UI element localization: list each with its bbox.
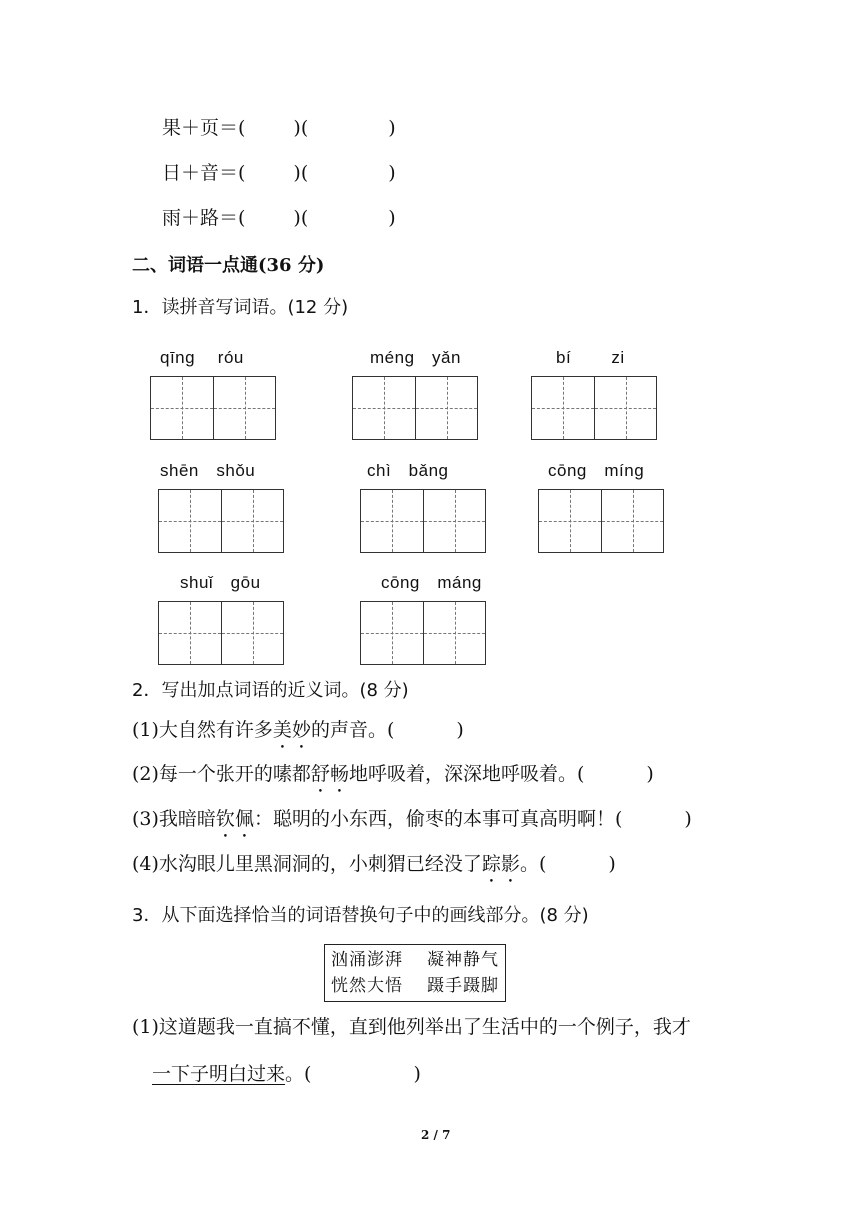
radical-line-3: 雨＋路＝( )( ) [162,207,396,229]
pinyin-label: cōng máng [381,573,482,592]
grid-cell[interactable] [594,377,656,439]
question-2-item-4: (4)水沟眼儿里黑洞洞的，小刺猬已经没了踪影。( ) [132,853,616,875]
grid-cell[interactable] [539,490,601,552]
pinyin-label: bí zi [556,348,625,367]
grid-cell[interactable] [213,377,275,439]
radical-line-2: 日＋音＝( )( ) [162,162,396,184]
word-option: 凝神静气 [427,950,499,970]
pinyin-label: méng yǎn [370,348,461,367]
question-3-item-1-line-2: 一下子明白过来。( ) [152,1063,421,1085]
pinyin-label: qīng róu [160,348,244,367]
question-3-item-1-line-1: (1)这道题我一直搞不懂，直到他列举出了生活中的一个例子，我才 [132,1016,691,1038]
grid-cell[interactable] [159,490,221,552]
writing-grid[interactable] [531,376,657,440]
pinyin-label: cōng míng [548,461,645,480]
pinyin-label: chì bǎng [367,461,449,480]
grid-cell[interactable] [221,490,283,552]
question-3-title: 3．从下面选择恰当的词语替换句子中的画线部分。(8 分) [132,905,589,926]
word-row [331,947,499,973]
pinyin-label: shēn shǒu [160,461,256,480]
grid-cell[interactable] [159,602,221,664]
grid-cell[interactable] [423,490,485,552]
word-row [331,973,499,999]
question-2-title: 2．写出加点词语的近义词。(8 分) [132,680,409,701]
grid-cell[interactable] [361,490,423,552]
question-1-title: 1．读拼音写词语。(12 分) [132,297,349,318]
word-option: 恍然大悟 [331,976,403,996]
writing-grid[interactable] [158,601,284,665]
grid-cell[interactable] [353,377,415,439]
writing-grid[interactable] [360,601,486,665]
writing-grid[interactable] [150,376,276,440]
grid-cell[interactable] [423,602,485,664]
pinyin-label: shuǐ gōu [180,573,261,592]
grid-cell[interactable] [361,602,423,664]
word-option: 汹涌澎湃 [331,950,403,970]
page-number: 2 / 7 [421,1128,451,1142]
grid-cell[interactable] [532,377,594,439]
writing-grid[interactable] [538,489,664,553]
question-2-item-2: (2)每一个张开的嗉都舒畅地呼吸着，深深地呼吸着。( ) [132,763,654,785]
grid-cell[interactable] [151,377,213,439]
underlined-phrase: 一下子明白过来 [152,1063,286,1085]
section-heading: 二、词语一点通(36 分) [132,255,325,276]
question-2-item-1: (1)大自然有许多美妙的声音。( ) [132,719,464,741]
grid-cell[interactable] [221,602,283,664]
writing-grid[interactable] [360,489,486,553]
word-choice-box [324,944,506,1002]
grid-cell[interactable] [601,490,663,552]
word-option: 蹑手蹑脚 [427,976,499,996]
writing-grid[interactable] [158,489,284,553]
question-2-item-3: (3)我暗暗钦佩：聪明的小东西，偷枣的本事可真高明啊！( ) [132,808,692,830]
writing-grid[interactable] [352,376,478,440]
grid-cell[interactable] [415,377,477,439]
radical-line-1: 果＋页＝( )( ) [162,117,396,139]
